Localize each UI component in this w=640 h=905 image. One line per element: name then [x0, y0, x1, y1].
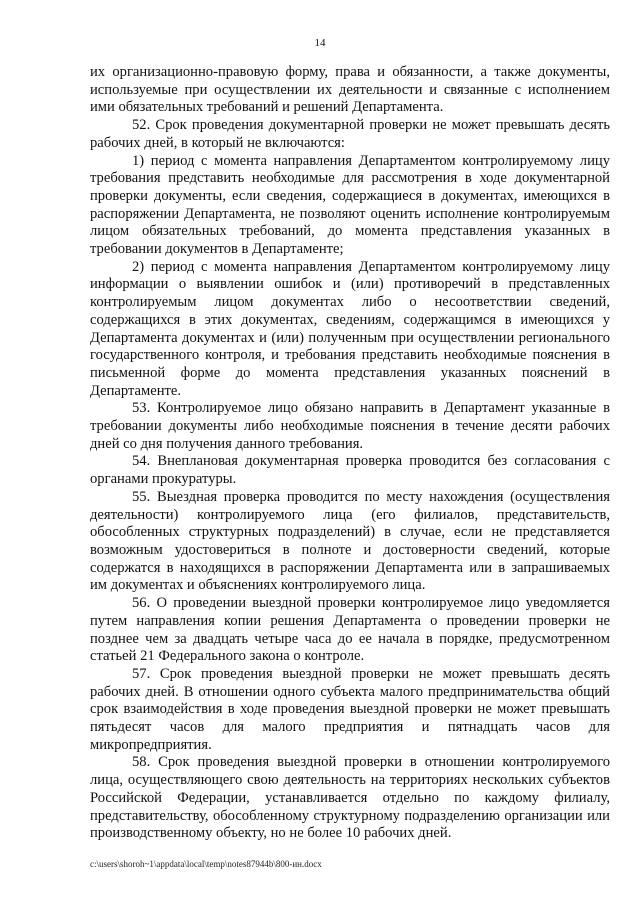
paragraph-55: 55. Выездная проверка проводится по месту нахождения (осуществления деятельности) контролируемого лица (его филиалов, представительств, обособленных структурных подразделений) в случае, если не представляется возможным удостовериться в полноте и достоверности сведений, которые содержатся в находящихся в распоряжении Департамента или в запрашиваемых им документах и объяснениях контролируемого лица. — [90, 488, 610, 594]
footer-file-path: c:\users\shoroh~1\appdata\local\temp\notes87944b\800-ин.docx — [90, 859, 322, 869]
page-number: 14 — [314, 37, 326, 49]
paragraph-52: 52. Срок проведения документарной проверки не может превышать десять рабочих дней, в который не включаются: — [90, 117, 610, 151]
paragraph-56: 56. О проведении выездной проверки контролируемое лицо уведомляется путем направления копии решения Департамента о проведении проверки не позднее чем за двадцать четыре часа до ее начала в порядке, предусмотренном статьей 21 Федерального закона о контроле. — [90, 595, 610, 665]
paragraph-52-item-1: 1) период с момента направления Департаментом контролируемому лицу требования представить необходимые для рассмотрения в ходе документарной проверки документы, если сведения, содержащиеся в документах, имеющихся в распоряжении Департамента, не позволяют оценить исполнение контролируемым лицом обязательных требований, до момента представления указанных в требовании документов в Департаменте; — [90, 152, 610, 258]
document-body — [90, 64, 610, 843]
paragraph-continuation: их организационно-правовую форму, права и обязанности, а также документы, используемые при осуществлении их деятельности и связанные с исполнением ими обязательных требований и решений Департамента. — [90, 64, 610, 116]
paragraph-53: 53. Контролируемое лицо обязано направить в Департамент указанные в требовании документы либо необходимые пояснения в течение десяти рабочих дней со дня получения данного требования. — [90, 400, 610, 452]
paragraph-57: 57. Срок проведения выездной проверки не может превышать десять рабочих дней. В отношении одного субъекта малого предпринимательства общий срок взаимодействия в ходе проведения выездной проверки не может превышать пятьдесят часов для малого предприятия и пятнадцать часов для микропредприятия. — [90, 665, 610, 753]
paragraph-52-item-2: 2) период с момента направления Департаментом контролируемому лицу информации о выявлении ошибок и (или) противоречий в представленных контролируемым лицом документах либо о несоответствии сведений, содержащихся в этих документах, сведениям, содержащимся в имеющихся у Департамента документах и (или) полученным при осуществлении регионального государственного контроля, и требования представить необходимые пояснения в письменной форме до момента представления указанных пояснений в Департаменте. — [90, 258, 610, 399]
paragraph-54: 54. Внеплановая документарная проверка проводится без согласования с органами прокуратуры. — [90, 453, 610, 488]
paragraph-58: 58. Срок проведения выездной проверки в отношении контролируемого лица, осуществляющего свою деятельность на территориях нескольких субъектов Российской Федерации, устанавливается отдельно по каждому филиалу, представительству, обособленному структурному подразделению организации или производственному объекту, но не более 10 рабочих дней. — [90, 754, 610, 842]
